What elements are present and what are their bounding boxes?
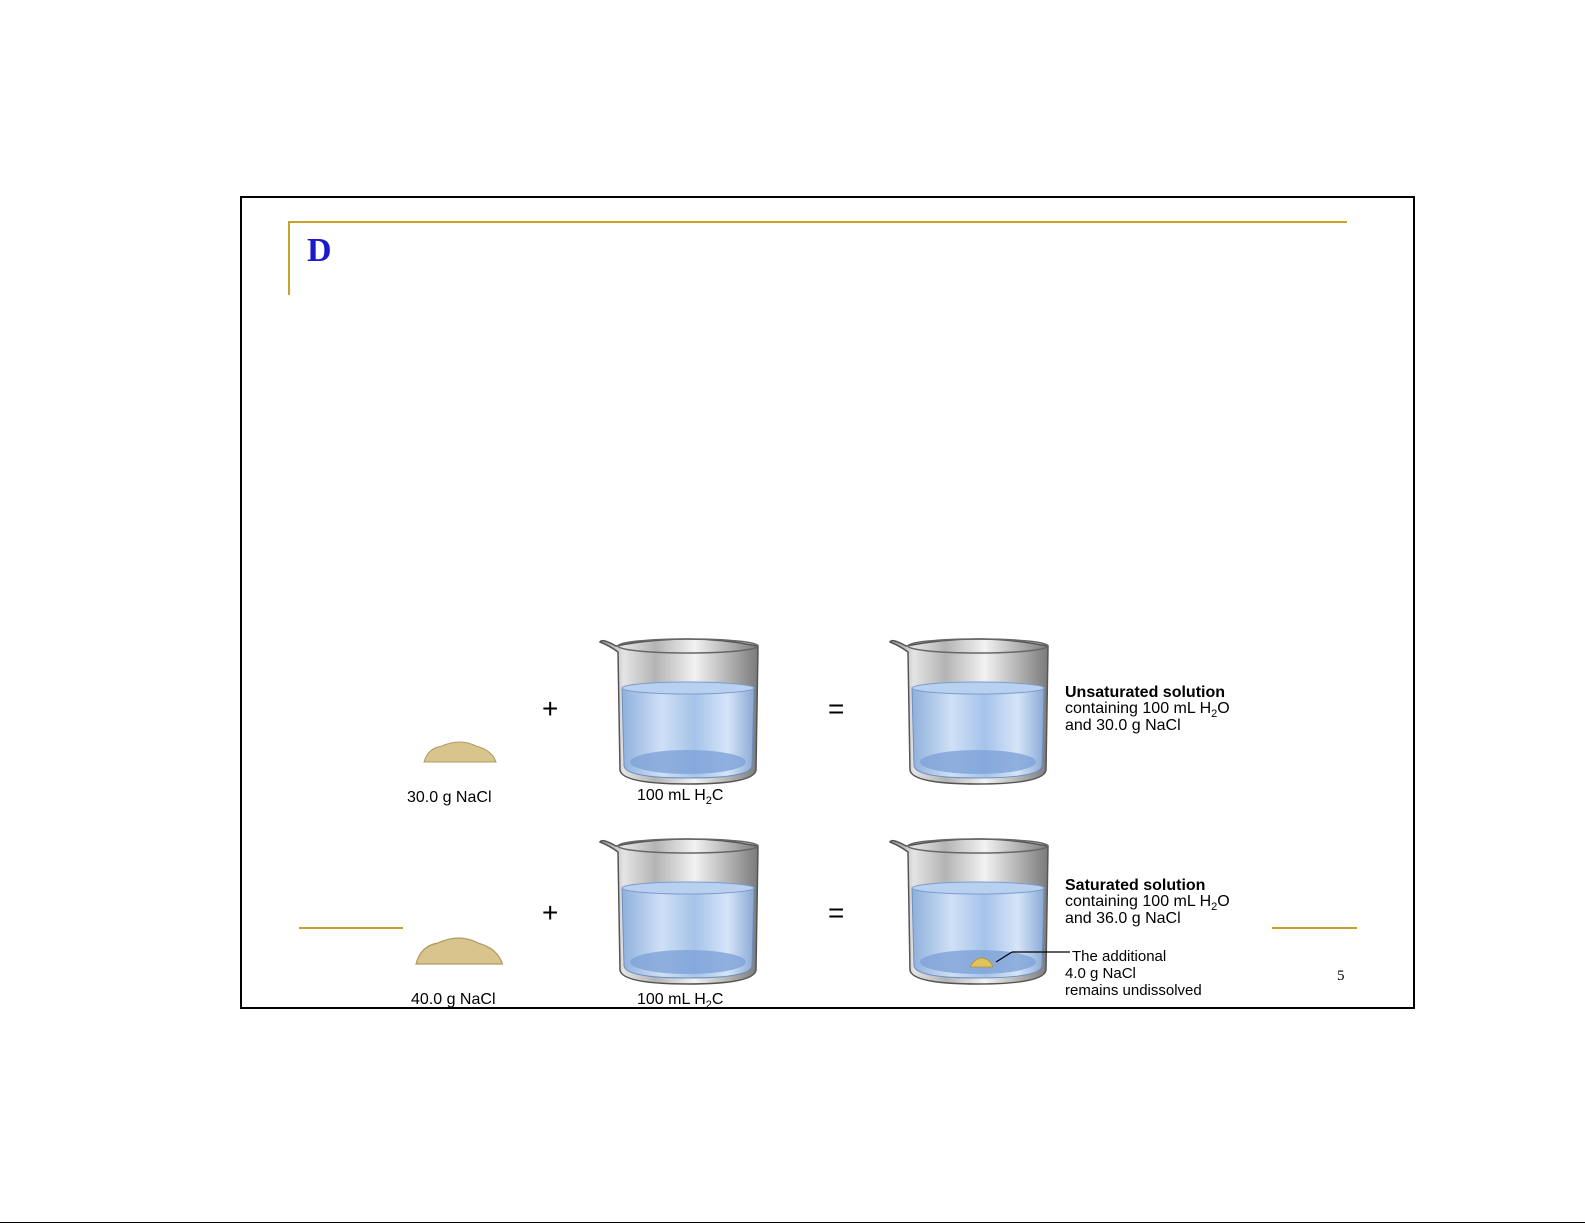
row1-salt-pile [424,742,496,762]
row2-plus-sign: + [542,897,559,928]
row1-water-label: 100 mL $H_2C$ [637,787,724,808]
row2-salt-pile [416,938,502,964]
row1-water-beaker [600,639,758,784]
row2-equals-sign: = [828,897,845,928]
row1-plus-sign: + [542,693,559,724]
row2-result-line3: and 36.0 g NaCl [1065,910,1181,927]
row1-result-line2: containing 100 mL $H_2O$ [1065,700,1230,721]
row2-water-beaker [600,839,758,984]
row2-result-title: Saturated solution [1065,877,1206,894]
row2-water-label: 100 mL $H_2C$ [637,991,724,1012]
row2-note-line3: remains undissolved [1065,982,1202,999]
row2-salt-label: 40.0 g NaCl [411,991,496,1008]
page-number: 5 [1337,968,1345,984]
row2-result-beaker [890,839,1048,984]
row1-result-line3: and 30.0 g NaCl [1065,717,1181,734]
page-footer-line [0,1222,1585,1223]
slide-title: D [307,232,332,269]
row2-note-line1: The additional [1072,948,1167,965]
row1-equals-sign: = [828,693,845,724]
row1-result-beaker [890,639,1048,784]
row2-note-line2: 4.0 g NaCl [1065,965,1136,982]
row1-salt-label: 30.0 g NaCl [407,789,492,806]
row2-result-line2: containing 100 mL $H_2O$ [1065,893,1230,914]
row1-result-title: Unsaturated solution [1065,684,1226,701]
